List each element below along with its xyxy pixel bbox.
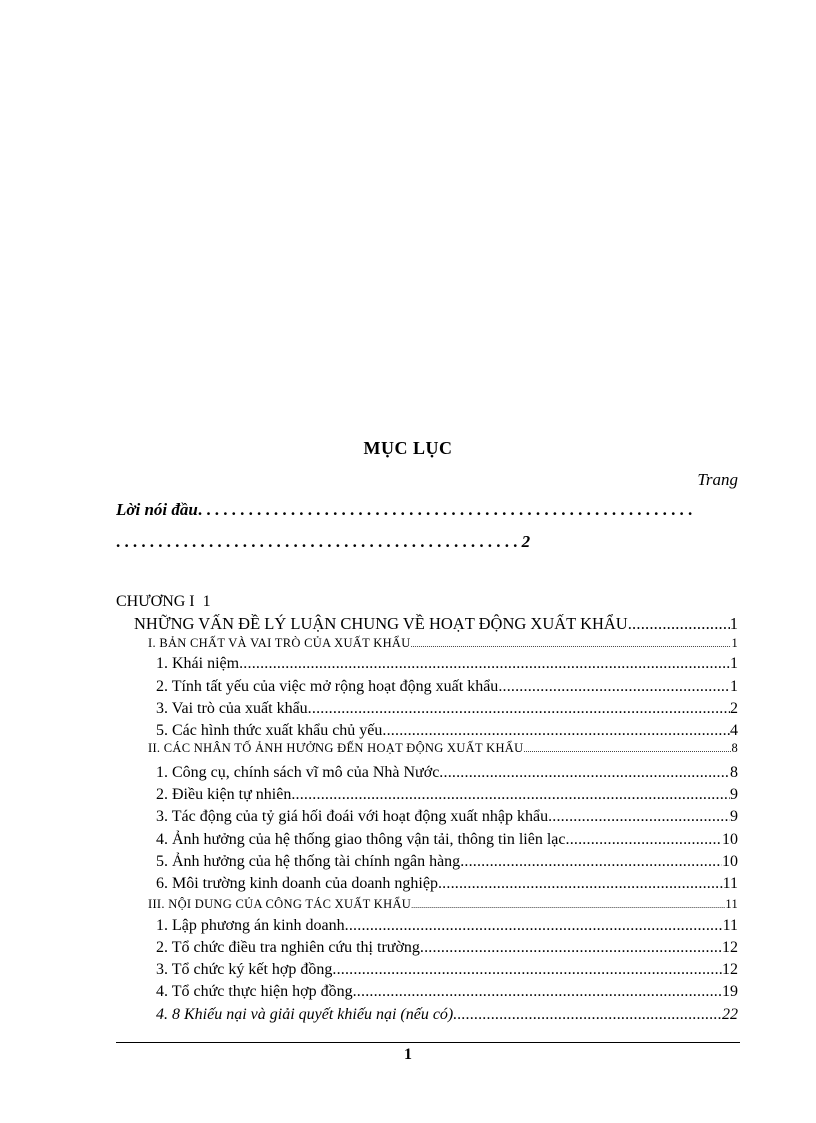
toc-entry-label: II. CÁC NHÂN TỐ ẢNH HƯỞNG ĐẾN HOẠT ĐỘNG XUẤT KHẨU xyxy=(148,741,524,755)
chapter-heading xyxy=(116,593,211,611)
toc-entry-page: 2 xyxy=(730,700,738,717)
toc-entry-page: 11 xyxy=(725,897,738,911)
toc-entry xyxy=(156,875,738,893)
toc-leader-dots xyxy=(548,808,730,826)
toc-entry xyxy=(156,678,738,696)
toc-leader-dots xyxy=(332,961,722,979)
toc-entry xyxy=(156,655,738,673)
toc-leader-dots xyxy=(453,1006,722,1024)
toc-entry-label: 4. Tổ chức thực hiện hợp đồng xyxy=(156,983,353,1000)
toc-entry-label: 1. Lập phương án kinh doanh xyxy=(156,917,345,934)
toc-leader-dots xyxy=(353,983,722,1001)
toc-entry-label: 5. Ảnh hưởng của hệ thống tài chính ngân hàng xyxy=(156,853,461,870)
toc-entry xyxy=(156,983,738,1001)
toc-entry-page: 12 xyxy=(722,961,738,978)
toc-entry-label: I. BẢN CHẤT VÀ VAI TRÒ CỦA XUẤT KHẨU xyxy=(148,636,411,650)
toc-entry-label: 3. Vai trò của xuất khẩu xyxy=(156,700,308,717)
toc-entry xyxy=(156,764,738,782)
toc-entry-page: 10 xyxy=(722,831,738,848)
toc-entry-label: 4. 8 Khiếu nại và giải quyết khiếu nại (nếu có) xyxy=(156,1006,454,1023)
intro-page: 2 xyxy=(521,532,531,551)
toc-entry-label: 6. Môi trường kinh doanh của doanh nghiệp xyxy=(156,875,438,892)
toc-entry xyxy=(148,741,738,756)
page-column-header: Trang xyxy=(697,470,738,489)
toc-entry xyxy=(156,722,738,740)
footer-rule xyxy=(116,1042,740,1043)
toc-entry-page: 1 xyxy=(730,655,738,672)
toc-entry xyxy=(156,700,738,718)
toc-entry-label: 2. Tổ chức điều tra nghiên cứu thị trường xyxy=(156,939,420,956)
toc-entry-page: 4 xyxy=(730,722,738,739)
toc-entry-label: 2. Tính tất yếu của việc mở rộng hoạt động xuất khẩu xyxy=(156,678,499,695)
toc-entry-page: 9 xyxy=(730,808,738,825)
toc-entry-page: 12 xyxy=(722,939,738,956)
toc-entry xyxy=(156,853,738,871)
toc-leader-dots xyxy=(460,853,722,871)
toc-leader-dots xyxy=(420,939,722,957)
toc-entry-page: 1 xyxy=(731,636,738,650)
toc-leader-dots xyxy=(523,745,731,754)
toc-title: MỤC LỤC xyxy=(363,438,453,458)
toc-entry-page: 10 xyxy=(722,853,738,870)
intro-entry-continued: ................................................2 xyxy=(116,532,531,551)
toc-leader-dots xyxy=(239,655,730,673)
toc-entry-page: 22 xyxy=(722,1006,738,1023)
toc-leader-dots xyxy=(308,700,730,718)
toc-entry-label: 5. Các hình thức xuất khẩu chủ yếu xyxy=(156,722,383,739)
toc-entry-label: 2. Điều kiện tự nhiên xyxy=(156,786,292,803)
intro-entry: Lời nói đầu........................................................... xyxy=(116,500,697,519)
toc-entry-label: NHỮNG VẤN ĐỀ LÝ LUẬN CHUNG VỀ HOẠT ĐỘNG XUẤT KHẨU xyxy=(134,614,628,633)
toc-leader-dots xyxy=(628,614,730,634)
toc-leader-dots xyxy=(566,831,723,849)
toc-entry xyxy=(156,786,738,804)
toc-entry-page: 11 xyxy=(722,875,738,892)
toc-entry xyxy=(148,636,738,651)
toc-entry xyxy=(156,917,738,935)
toc-entry xyxy=(156,808,738,826)
toc-entry xyxy=(148,897,738,912)
toc-entry xyxy=(134,614,738,634)
toc-entry xyxy=(156,961,738,979)
toc-leader-dots xyxy=(291,786,730,804)
toc-entry-page: 1 xyxy=(729,614,738,633)
toc-entry xyxy=(156,831,738,849)
toc-entry-label: 1. Công cụ, chính sách vĩ mô của Nhà Nước xyxy=(156,764,440,781)
toc-leader-dots xyxy=(438,875,723,893)
toc-entry-page: 8 xyxy=(730,764,738,781)
toc-entry-label: 3. Tác động của tỷ giá hối đoái với hoạt động xuất nhập khẩu xyxy=(156,808,549,825)
toc-entry-page: 8 xyxy=(731,741,738,755)
toc-leader-dots xyxy=(382,722,730,740)
toc-entry-page: 19 xyxy=(722,983,738,1000)
toc-leader-dots xyxy=(411,901,725,910)
chapter-label: CHƯƠNG I xyxy=(116,593,195,610)
chapter-number: 1 xyxy=(202,593,211,610)
toc-entry-page: 11 xyxy=(722,917,738,934)
intro-label: Lời nói đầu xyxy=(116,500,198,519)
toc-entry-page: 1 xyxy=(730,678,738,695)
toc-leader-dots xyxy=(498,678,730,696)
toc-leader-dots xyxy=(411,640,732,649)
toc-leader-dots xyxy=(439,764,730,782)
toc-leader-dots xyxy=(345,917,723,935)
toc-entry xyxy=(156,939,738,957)
toc-entry-label: III. NỘI DUNG CỦA CÔNG TÁC XUẤT KHẨU xyxy=(148,897,412,911)
footer-page-number: 1 xyxy=(404,1046,412,1063)
toc-entry xyxy=(156,1006,738,1024)
toc-entry-page: 9 xyxy=(730,786,738,803)
toc-entry-label: 3. Tổ chức ký kết hợp đồng xyxy=(156,961,333,978)
toc-entry-label: 1. Khái niệm xyxy=(156,655,240,672)
toc-entry-label: 4. Ảnh hưởng của hệ thống giao thông vận tải, thông tin liên lạc xyxy=(156,831,566,848)
